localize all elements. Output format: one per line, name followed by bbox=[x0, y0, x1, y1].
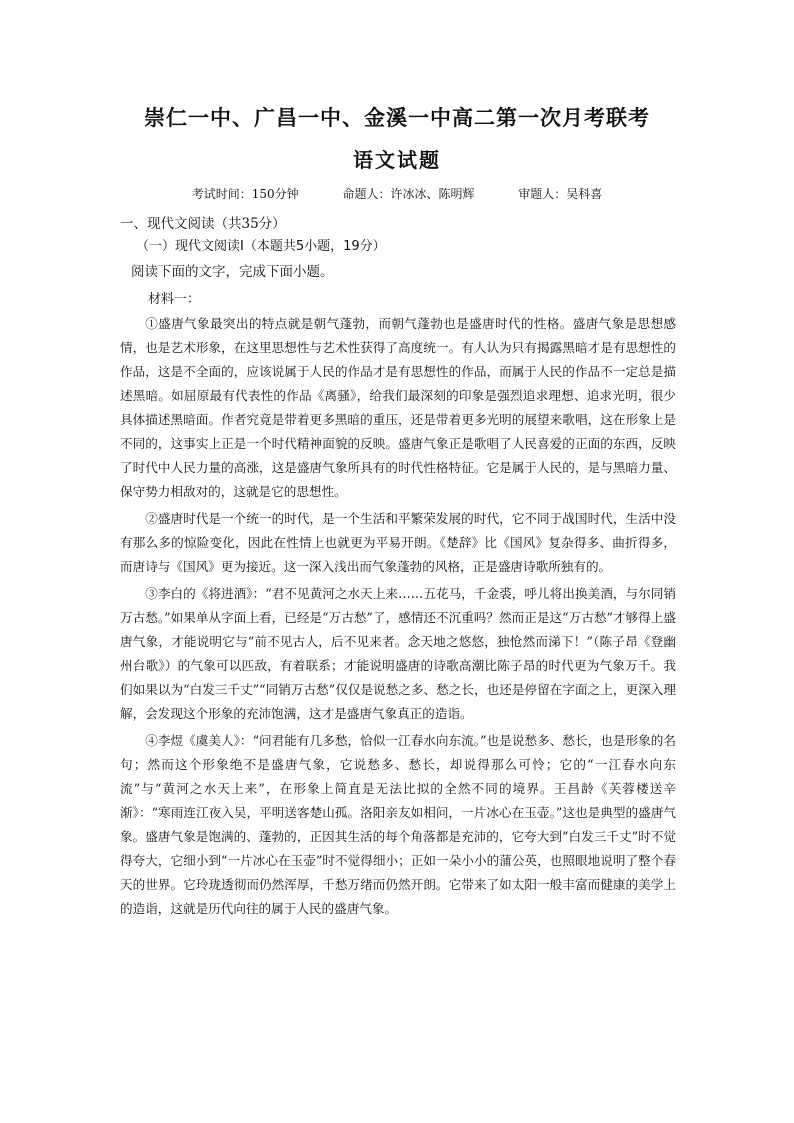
page-subtitle: 语文试题 bbox=[353, 148, 441, 172]
section-heading: 一、现代文阅读（共35分） bbox=[120, 216, 286, 232]
paragraph-3: ③李白的《将进酒》：“君不见黄河之水天上来……五花马，千金裘，呼儿将出换美酒，与尔同销万古愁。”如果单从字面上看，已经是“万古愁”了，感情还不沉重吗？然而正是这“万古愁”才够得上盛唐气象，才能说明它与“前不见古人，后不见来者。念天地之悠悠，独怆然而涕下！”（陈子昂《登幽州台歌》）的气象可以匹敌，有着联系；才能说明盛唐的诗歌高潮比陈子昂的时代更为气象万千。我们如果以为“白发三千丈”“同销万古愁”仅仅是说愁之多、愁之长，也还是停留在字面之上，更深入理解，会发现这个形象的充沛饱满，这才是盛唐气象真正的造诣。 bbox=[120, 586, 676, 721]
paragraph-1: ①盛唐气象最突出的特点就是朝气蓬勃，而朝气蓬勃也是盛唐时代的性格。盛唐气象是思想感情，也是艺术形象，在这里思想性与艺术性获得了高度统一。有人认为只有揭露黑暗才是有思想性的作品，这是不全面的，应该说属于人民的作品才是有思想性的作品，而属于人民的作品不一定总是描述黑暗。如屈原最有代表性的作品《离骚》，给我们最深刻的印象是强烈追求理想、追求光明，很少具体描述黑暗面。作者究竟是带着更多黑暗的重压，还是带着更多光明的展望来歌唱，这在形象上是不同的，这事实上正是一个时代精神面貌的反映。盛唐气象正是歌唱了人民喜爱的正面的东西，反映了时代中人民力量的高涨，这是盛唐气象所具有的时代性格特征。它是属于人民的，是与黑暗力量、保守势力相敌对的，这就是它的思想性。 bbox=[120, 316, 676, 499]
material-body bbox=[120, 312, 676, 924]
page-title: 崇仁一中、广昌一中、金溪一中高二第一次月考联考 bbox=[144, 105, 650, 130]
exam-meta bbox=[0, 185, 794, 203]
paragraph-2: ②盛唐时代是一个统一的时代，是一个生活和平繁荣发展的时代，它不同于战国时代，生活中没有那么多的惊险变化，因此在性情上也就更为平易开朗。《楚辞》比《国风》复杂得多、曲折得多，而唐诗与《国风》更为接近。这一深入浅出而气象蓬勃的风格，正是盛唐诗歌所独有的。 bbox=[120, 511, 676, 574]
exam-time: 考试时间：150分钟 bbox=[191, 187, 299, 201]
reading-instruction: 阅读下面的文字，完成下面小题。 bbox=[131, 264, 334, 280]
subsection-heading: （一）现代文阅读Ⅰ（本题共5小题，19分） bbox=[136, 239, 386, 254]
exam-reviewer: 审题人：吴科喜 bbox=[518, 187, 603, 201]
exam-setters: 命题人：许冰冰、陈明辉 bbox=[342, 187, 475, 201]
material-label: 材料一： bbox=[148, 292, 201, 307]
paragraph-4: ④李煜《虞美人》：“问君能有几多愁，恰似一江春水向东流。”也是说愁多、愁长，也是形象的名句；然而这个形象绝不是盛唐气象，它说愁多、愁长，却说得那么可怜；它的“一江春水向东流”与“黄河之水天上来”，在形象上简直是无法比拟的全然不同的境界。王昌龄《芙蓉楼送辛渐》：“寒雨连江夜入吴，平明送客楚山孤。洛阳亲友如相问，一片冰心在玉壶。”这也是典型的盛唐气象。盛唐气象是饱满的、蓬勃的，正因其生活的每个角落都是充沛的，它夸大到“白发三千丈”时不觉得夸大，它细小到“一片冰心在玉壶”时不觉得细小；正如一朵小小的蒲公英，也照眼地说明了整个春天的世界。它玲珑透彻而仍然浑厚，千愁万绪而仍然开朗。它带来了如太阳一般丰富而健康的美学上的造诣，这就是历代向往的属于人民的盛唐气象。 bbox=[120, 733, 676, 916]
